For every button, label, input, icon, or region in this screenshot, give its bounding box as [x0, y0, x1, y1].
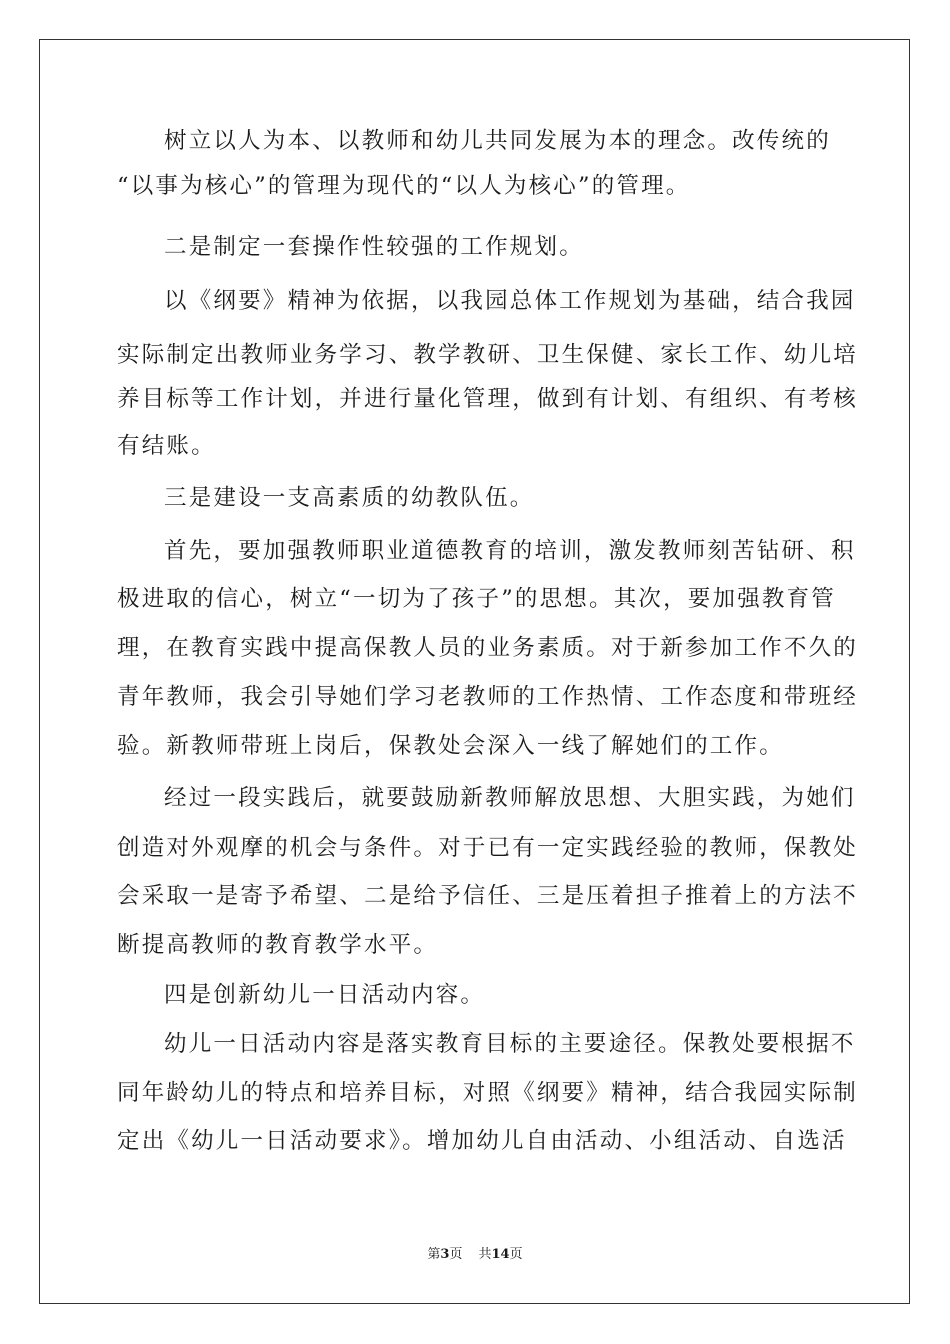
text-line: “以事为核心”的管理为现代的“以人为核心”的管理。 — [117, 173, 691, 199]
text-line: 三是建设一支高素质的幼教队伍。 — [164, 485, 535, 511]
text-line: 极进取的信心，树立“一切为了孩子”的思想。其次，要加强教育管 — [117, 586, 837, 612]
page-footer — [0, 1247, 950, 1263]
total-prefix: 共 — [478, 1247, 492, 1262]
text-line: 二是制定一套操作性较强的工作规划。 — [164, 234, 584, 260]
text-line: 定出《幼儿一日活动要求》。增加幼儿自由活动、小组活动、自选活 — [117, 1128, 847, 1154]
text-line: 养目标等工作计划，并进行量化管理，做到有计划、有组织、有考核 — [117, 386, 859, 412]
page-prefix: 第 — [427, 1247, 441, 1262]
text-line: 验。新教师带班上岗后，保教处会深入一线了解她们的工作。 — [117, 733, 784, 759]
text-line: 实际制定出教师业务学习、教学教研、卫生保健、家长工作、幼儿培 — [117, 342, 859, 368]
text-line: 四是创新幼儿一日活动内容。 — [164, 982, 486, 1008]
text-line: 首先，要加强教师职业道德教育的培训，激发教师刻苦钻研、积 — [164, 538, 856, 564]
text-line: 理，在教育实践中提高保教人员的业务素质。对于新参加工作不久的 — [117, 635, 859, 661]
text-line: 有结账。 — [117, 433, 216, 459]
text-line: 树立以人为本、以教师和幼儿共同发展为本的理念。改传统的 — [164, 128, 831, 154]
text-line: 幼儿一日活动内容是落实教育目标的主要途径。保教处要根据不 — [164, 1031, 856, 1057]
text-line: 以《纲要》精神为依据，以我园总体工作规划为基础，结合我园 — [164, 288, 856, 314]
current-page-number: 3 — [440, 1247, 450, 1262]
text-line: 会采取一是寄予希望、二是给予信任、三是压着担子推着上的方法不 — [117, 883, 859, 909]
total-suffix: 页 — [509, 1247, 523, 1262]
text-line: 同年龄幼儿的特点和培养目标，对照《纲要》精神，结合我园实际制 — [117, 1080, 859, 1106]
text-line: 青年教师，我会引导她们学习老教师的工作热情、工作态度和带班经 — [117, 684, 859, 710]
page-suffix: 页 — [449, 1247, 463, 1262]
text-line: 断提高教师的教育教学水平。 — [117, 932, 439, 958]
text-line: 经过一段实践后，就要鼓励新教师解放思想、大胆实践，为她们 — [164, 785, 856, 811]
text-line: 创造对外观摩的机会与条件。对于已有一定实践经验的教师，保教处 — [117, 835, 859, 861]
total-pages-number: 14 — [491, 1247, 510, 1262]
page-border — [39, 39, 910, 1304]
